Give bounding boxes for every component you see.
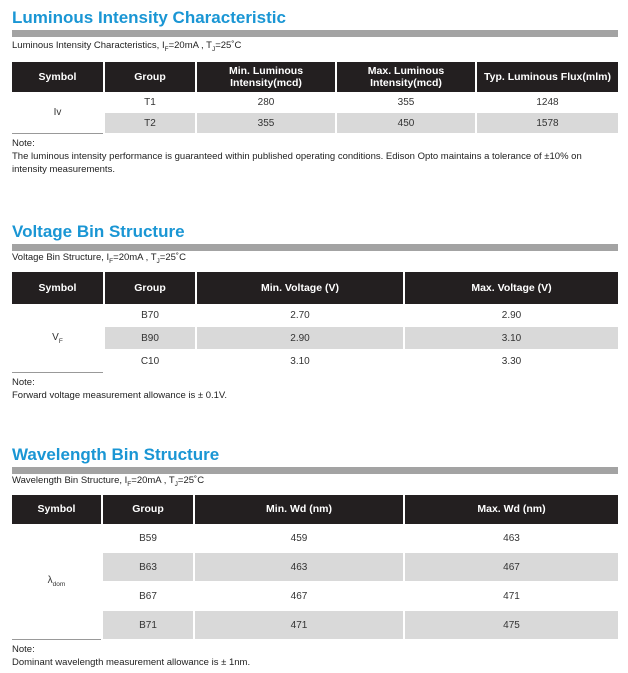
min-cell: 459: [194, 524, 404, 553]
min-cell: 280: [196, 92, 336, 113]
symbol-cell: $\lambda_{dom}$: [12, 524, 102, 640]
header-max-voltage: Max. Voltage (V): [404, 272, 618, 304]
max-cell: 355: [336, 92, 476, 113]
wavelength-title: Wavelength Bin Structure: [12, 445, 220, 464]
header-symbol: Symbol: [12, 495, 102, 524]
table-row: [12, 553, 618, 582]
min-cell: 463: [194, 553, 404, 582]
wavelength-condition: Wavelength Bin Structure, $I_F=20mA$ , $T_J=25˚C$: [12, 475, 205, 488]
section-rule: [12, 30, 618, 37]
voltage-condition: Voltage Bin Structure, $I_F=20mA$ , $T_J=25˚C$: [12, 252, 186, 265]
wavelength-section: [12, 445, 618, 669]
voltage-title: Voltage Bin Structure: [12, 222, 185, 241]
min-cell: 467: [194, 582, 404, 611]
note-text: Dominant wavelength measurement allowance is ± 1nm.: [12, 657, 251, 669]
table-row: [12, 304, 618, 327]
group-cell: C10: [104, 350, 196, 373]
header-symbol: Symbol: [12, 62, 104, 92]
typ-cell: 1248: [476, 92, 618, 113]
header-max-intensity: Max. Luminous Intensity(mcd): [336, 62, 476, 92]
header-min-wd: Min. Wd (nm): [194, 495, 404, 524]
group-cell: B59: [102, 524, 194, 553]
header-symbol: Symbol: [12, 272, 104, 304]
table-header-row: [12, 495, 618, 524]
max-cell: 3.10: [404, 327, 618, 350]
max-cell: 3.30: [404, 350, 618, 373]
note-label: Note:: [12, 138, 35, 150]
group-cell: B71: [102, 611, 194, 640]
luminous-section: [12, 8, 618, 176]
group-cell: B70: [104, 304, 196, 327]
luminous-title: Luminous Intensity Characteristic: [12, 8, 286, 27]
min-cell: 2.90: [196, 327, 404, 350]
note-label: Note:: [12, 377, 35, 389]
max-cell: 471: [404, 582, 618, 611]
max-cell: 2.90: [404, 304, 618, 327]
header-max-wd: Max. Wd (nm): [404, 495, 618, 524]
min-cell: 355: [196, 113, 336, 134]
luminous-note: [12, 137, 618, 176]
group-cell: T1: [104, 92, 196, 113]
luminous-table: [12, 62, 618, 135]
table-row: [12, 92, 618, 113]
section-rule: [12, 244, 618, 251]
header-group: Group: [104, 62, 196, 92]
section-rule: [12, 467, 618, 474]
group-cell: T2: [104, 113, 196, 134]
note-text: Forward voltage measurement allowance is ± 0.1V.: [12, 390, 228, 402]
note-label: Note:: [12, 644, 35, 656]
max-cell: 463: [404, 524, 618, 553]
header-group: Group: [102, 495, 194, 524]
table-row: [12, 611, 618, 640]
typ-cell: 1578: [476, 113, 618, 134]
table-header-row: [12, 272, 618, 304]
wavelength-table: [12, 495, 618, 641]
min-cell: 471: [194, 611, 404, 640]
symbol-cell: $V_F$: [12, 304, 104, 373]
min-cell: 3.10: [196, 350, 404, 373]
max-cell: 475: [404, 611, 618, 640]
header-min-voltage: Min. Voltage (V): [196, 272, 404, 304]
wavelength-note: [12, 643, 618, 669]
header-typ-flux: Typ. Luminous Flux(mlm): [476, 62, 618, 92]
table-row: [12, 582, 618, 611]
voltage-table: [12, 272, 618, 374]
symbol-cell: Iv: [12, 92, 104, 134]
table-row: [12, 524, 618, 553]
note-text: The luminous intensity performance is guaranteed within published operating conditions. Edison Opto maintains a tolerance of ±10% on intensity measurements.: [12, 151, 582, 176]
luminous-condition: Luminous Intensity Characteristics, $I_F=20mA$ , $T_J=25˚C$: [12, 40, 242, 53]
max-cell: 467: [404, 553, 618, 582]
header-min-intensity: Min. Luminous Intensity(mcd): [196, 62, 336, 92]
group-cell: B63: [102, 553, 194, 582]
voltage-note: [12, 376, 618, 402]
max-cell: 450: [336, 113, 476, 134]
group-cell: B90: [104, 327, 196, 350]
group-cell: B67: [102, 582, 194, 611]
header-group: Group: [104, 272, 196, 304]
voltage-section: [12, 222, 618, 402]
min-cell: 2.70: [196, 304, 404, 327]
table-header-row: [12, 62, 618, 92]
